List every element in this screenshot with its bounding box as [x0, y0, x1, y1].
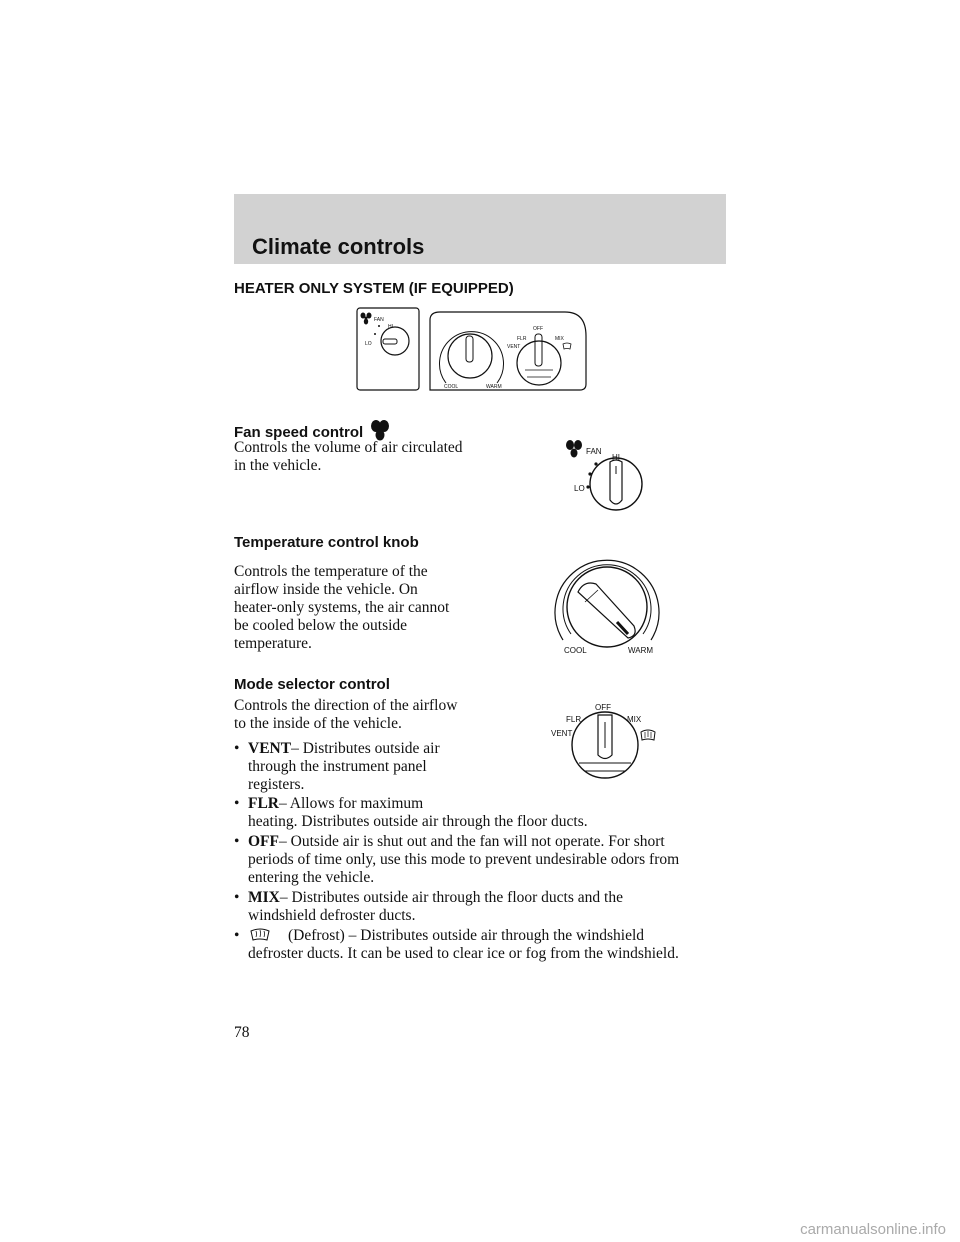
- fan-desc-line: in the vehicle.: [234, 457, 322, 474]
- temperature-description: [234, 563, 449, 653]
- section-title: HEATER ONLY SYSTEM (IF EQUIPPED): [234, 280, 514, 297]
- fan-label: FAN: [586, 447, 602, 456]
- bullet-off: • OFF– Outside air is shut out and the fan will not operate. For short periods of time only, use this mode to prevent undesirable odors from entering the vehicle.: [234, 833, 680, 886]
- panel-hi-label: HI: [388, 324, 393, 330]
- mode-heading: Mode selector control: [234, 676, 390, 693]
- mode-desc-line: Controls the direction of the airflow: [234, 697, 458, 714]
- bullet-line: – Distributes outside air through the floor ducts and the: [279, 889, 623, 906]
- fan-speed-heading: [234, 419, 391, 441]
- off-label: OFF: [595, 703, 611, 712]
- page-number: 78: [234, 1024, 250, 1041]
- bullet-line: – Outside air is shut out and the fan will not operate. For short: [279, 833, 665, 850]
- bullet-line: registers.: [248, 776, 305, 793]
- panel-lo-label: LO: [365, 341, 372, 347]
- vent-label: VENT: [551, 729, 573, 738]
- bullet-term: VENT: [248, 740, 292, 757]
- bullet-line: entering the vehicle.: [248, 869, 375, 886]
- defrost-icon: [248, 927, 272, 943]
- lo-label: LO: [574, 484, 585, 493]
- temperature-desc-line: heater-only systems, the air cannot: [234, 599, 450, 616]
- hi-label: HI: [612, 453, 620, 462]
- flr-label: FLR: [566, 715, 582, 724]
- fan-icon: [566, 440, 582, 458]
- bullet-line: – Distributes outside air: [291, 740, 440, 757]
- bullet-mix: • MIX– Distributes outside air through the floor ducts and the windshield defroster ducts.: [234, 889, 623, 924]
- mode-desc-line: to the inside of the vehicle.: [234, 715, 402, 732]
- bullet-line: defroster ducts. It can be used to clear ice or fog from the windshield.: [248, 945, 679, 962]
- panel-mix-label: MIX: [555, 336, 564, 342]
- chapter-title: Climate controls: [252, 234, 425, 259]
- bullet-line: periods of time only, use this mode to prevent undesirable odors from: [248, 851, 680, 868]
- defrost-icon: [641, 730, 655, 740]
- defrost-icon: [563, 343, 571, 349]
- fan-icon: [369, 419, 391, 441]
- bullet-line: (Defrost) – Distributes outside air through the windshield: [288, 927, 645, 944]
- bullet-line: through the instrument panel: [248, 758, 427, 775]
- bullet-defrost: • (Defrost) – Distributes outside air through the windshield defroster ducts. It can be used to clear ice or fog from the windshield.: [234, 927, 679, 962]
- bullet-flr: • FLR– Allows for maximum heating. Distributes outside air through the floor ducts.: [234, 795, 588, 830]
- bullet-term: OFF: [248, 833, 279, 850]
- warm-label: WARM: [628, 646, 654, 655]
- fan-desc-line: Controls the volume of air circulated: [234, 439, 463, 456]
- bullet-line: windshield defroster ducts.: [248, 907, 416, 924]
- panel-fan-label: FAN: [374, 317, 384, 323]
- mix-label: MIX: [627, 715, 642, 724]
- temperature-heading: Temperature control knob: [234, 534, 419, 551]
- chapter-header-bar: [234, 194, 726, 264]
- cool-label: COOL: [564, 646, 587, 655]
- watermark: carmanualsonline.info: [800, 1221, 946, 1238]
- bullet-vent: • VENT– Distributes outside air through the instrument panel registers.: [234, 740, 440, 793]
- panel-vent-label: VENT: [507, 344, 521, 350]
- bullet-line: – Allows for maximum: [279, 795, 424, 812]
- fan-speed-heading-text: Fan speed control: [234, 424, 364, 441]
- temperature-desc-line: airflow inside the vehicle. On: [234, 581, 418, 598]
- temperature-desc-line: be cooled below the outside: [234, 617, 408, 634]
- bullet-term: FLR: [248, 795, 279, 812]
- mode-description: [234, 697, 457, 733]
- panel-warm-label: WARM: [486, 384, 502, 390]
- panel-cool-label: COOL: [444, 384, 459, 390]
- panel-flr-label: FLR: [517, 336, 527, 342]
- temperature-desc-line: temperature.: [234, 635, 312, 652]
- temperature-desc-line: Controls the temperature of the: [234, 563, 428, 580]
- fan-speed-description: [234, 439, 463, 475]
- fan-icon: [361, 313, 372, 325]
- bullet-term: MIX: [248, 889, 280, 906]
- panel-off-label: OFF: [533, 326, 543, 332]
- bullet-line: heating. Distributes outside air through the floor ducts.: [248, 813, 588, 830]
